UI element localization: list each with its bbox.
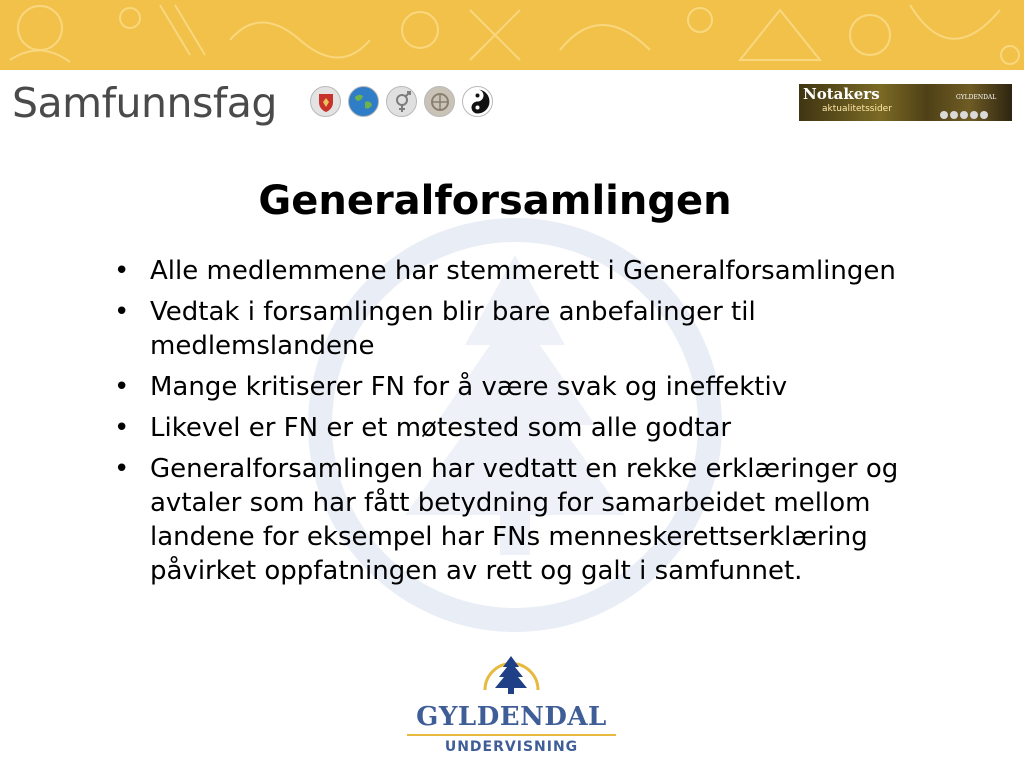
- gyldendal-logo: [405, 650, 618, 762]
- list-item: [110, 295, 970, 363]
- bullet-text: Mange kritiserer FN for å være svak og ineffektiv: [150, 372, 788, 402]
- mini-icon: [940, 111, 948, 119]
- notakers-icons: [940, 111, 988, 119]
- bullet-list: [110, 254, 970, 595]
- bullet-text: Vedtak i forsamlingen blir bare anbefalinger til medlemslandene: [150, 297, 756, 361]
- yin-yang-icon: [462, 86, 493, 117]
- notakers-subtitle: aktualitetssider: [822, 104, 892, 114]
- list-item: [110, 254, 970, 288]
- subject-title: Samfunnsfag: [12, 79, 277, 127]
- list-item: [110, 411, 970, 445]
- bullet-text: Alle medlemmene har stemmerett i Generalforsamlingen: [150, 256, 896, 286]
- subject-icons: [310, 86, 493, 117]
- bullet-text: Generalforsamlingen har vedtatt en rekke erklæringer og avtaler som har fått betydning for samarbeidet mellom landene for eksempel har FNs menneskerettserklæring påvirket oppfatningen av rett og galt i samfunnet.: [150, 454, 899, 586]
- compass-icon: [424, 86, 455, 117]
- bullet-icon: •: [114, 297, 130, 327]
- bullet-icon: •: [114, 256, 130, 286]
- list-item: [110, 370, 970, 404]
- mini-icon: [980, 111, 988, 119]
- tree-emblem-icon: [405, 650, 618, 702]
- publisher-name: GYLDENDAL: [416, 702, 607, 732]
- gender-symbols-icon: [386, 86, 417, 117]
- notakers-brand: GYLDENDAL: [956, 94, 997, 101]
- bullet-icon: •: [114, 413, 130, 443]
- notakers-badge[interactable]: [799, 84, 1012, 121]
- mini-icon: [950, 111, 958, 119]
- bullet-text: Likevel er FN er et møtested som alle godtar: [150, 413, 732, 443]
- slide-title: Generalforsamlingen: [258, 178, 732, 224]
- mini-icon: [960, 111, 968, 119]
- globe-icon: [348, 86, 379, 117]
- bullet-icon: •: [114, 454, 130, 484]
- header-banner: [0, 0, 1024, 70]
- notakers-title: Notakers: [803, 85, 880, 103]
- divider: [407, 734, 616, 736]
- list-item: [110, 452, 970, 588]
- publisher-division: UNDERVISNING: [444, 739, 579, 755]
- coat-of-arms-icon: [310, 86, 341, 117]
- banner-doodles: [0, 0, 1024, 70]
- bullet-icon: •: [114, 372, 130, 402]
- mini-icon: [970, 111, 978, 119]
